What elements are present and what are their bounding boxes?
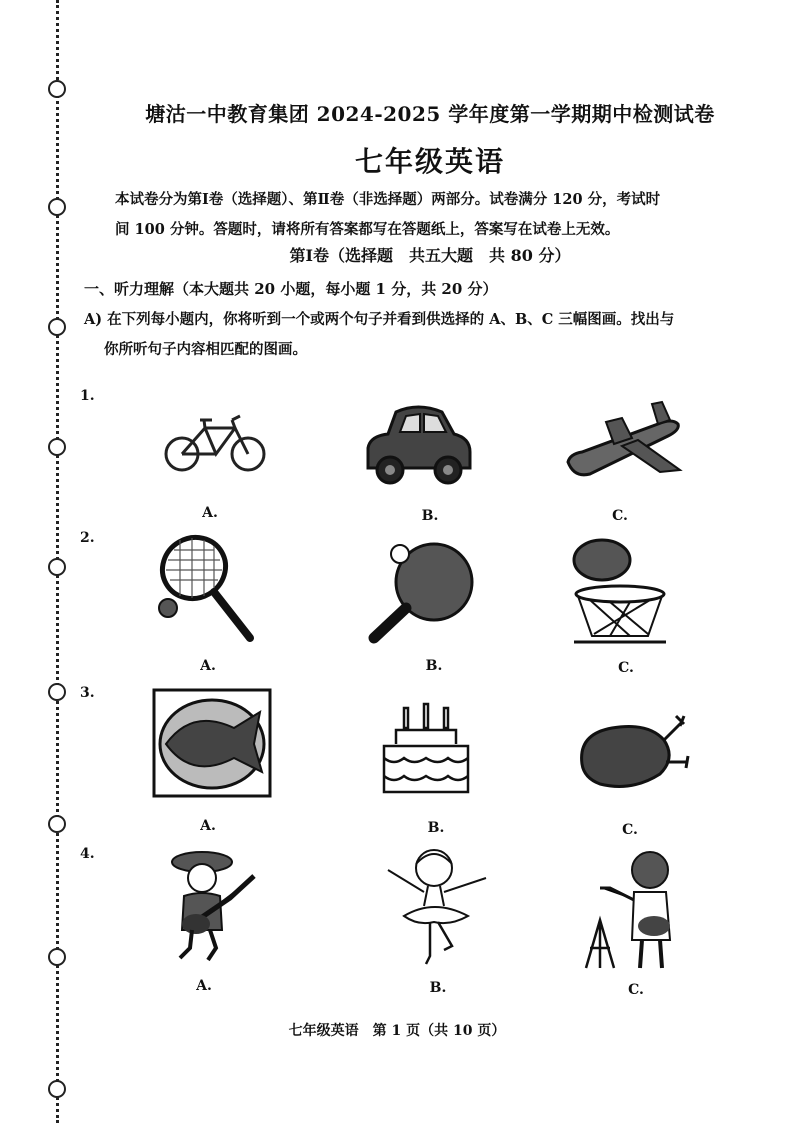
ping-pong-paddle-icon xyxy=(364,540,479,645)
binding-hole xyxy=(48,1080,66,1098)
option-label: C. xyxy=(622,822,638,838)
binding-hole xyxy=(48,558,66,576)
part-heading: 第Ⅰ卷（选择题 共五大题 共 80 分） xyxy=(289,246,571,265)
question-number: 3. xyxy=(80,685,95,701)
guitar-player-icon xyxy=(156,848,264,966)
subject-title: 七年级英语 xyxy=(354,145,505,178)
page-footer: 七年级英语 第 1 页（共 10 页） xyxy=(288,1023,506,1039)
binding-hole xyxy=(48,80,66,98)
car-icon xyxy=(358,398,478,490)
instruction-line: 你所听句子内容相匹配的图画。 xyxy=(104,341,307,358)
basketball-hoop-icon xyxy=(570,538,670,646)
exam-intro xyxy=(115,185,735,245)
binding-hole xyxy=(48,948,66,966)
option-label: B. xyxy=(427,820,445,836)
option-label: B. xyxy=(421,508,439,524)
question-number: 1. xyxy=(80,388,95,404)
option-label: A. xyxy=(200,658,216,674)
roast-chicken-icon xyxy=(572,712,692,790)
ballet-dancer-icon xyxy=(380,846,494,968)
exam-title: 塘沽一中教育集团 2024-2025 学年度第一学期期中检测试卷 xyxy=(145,102,715,126)
tennis-racket-icon xyxy=(150,530,262,645)
binding-hole xyxy=(48,815,66,833)
painter-icon xyxy=(580,848,690,972)
question-number: 4. xyxy=(80,846,95,862)
fish-dish-icon xyxy=(152,688,272,798)
option-label: B. xyxy=(429,980,447,996)
question-number: 2. xyxy=(80,530,95,546)
section-heading: 一、听力理解（本大题共 20 小题，每小题 1 分，共 20 分） xyxy=(84,280,498,298)
option-label: C. xyxy=(628,982,644,998)
bicycle-icon xyxy=(160,408,270,476)
binding-hole xyxy=(48,198,66,216)
binding-hole xyxy=(48,438,66,456)
option-label: A. xyxy=(196,978,212,994)
option-label: B. xyxy=(425,658,443,674)
section-instruction xyxy=(84,305,734,365)
option-label: C. xyxy=(612,508,628,524)
instruction-line: A) 在下列每小题内，你将听到一个或两个句子并看到供选择的 A、B、C 三幅图画。找出与 xyxy=(84,311,675,328)
option-label: A. xyxy=(200,818,216,834)
option-label: A. xyxy=(202,505,218,521)
intro-line: 本试卷分为第Ⅰ卷（选择题）、第Ⅱ卷（非选择题）两部分。试卷满分 120 分，考试时 xyxy=(115,191,661,208)
intro-line: 间 100 分钟。答题时，请将所有答案都写在答题纸上，答案写在试卷上无效。 xyxy=(115,221,620,238)
option-label: C. xyxy=(618,660,634,676)
airplane-icon xyxy=(560,398,690,486)
binding-hole xyxy=(48,318,66,336)
binding-hole xyxy=(48,683,66,701)
birthday-cake-icon xyxy=(376,700,476,795)
